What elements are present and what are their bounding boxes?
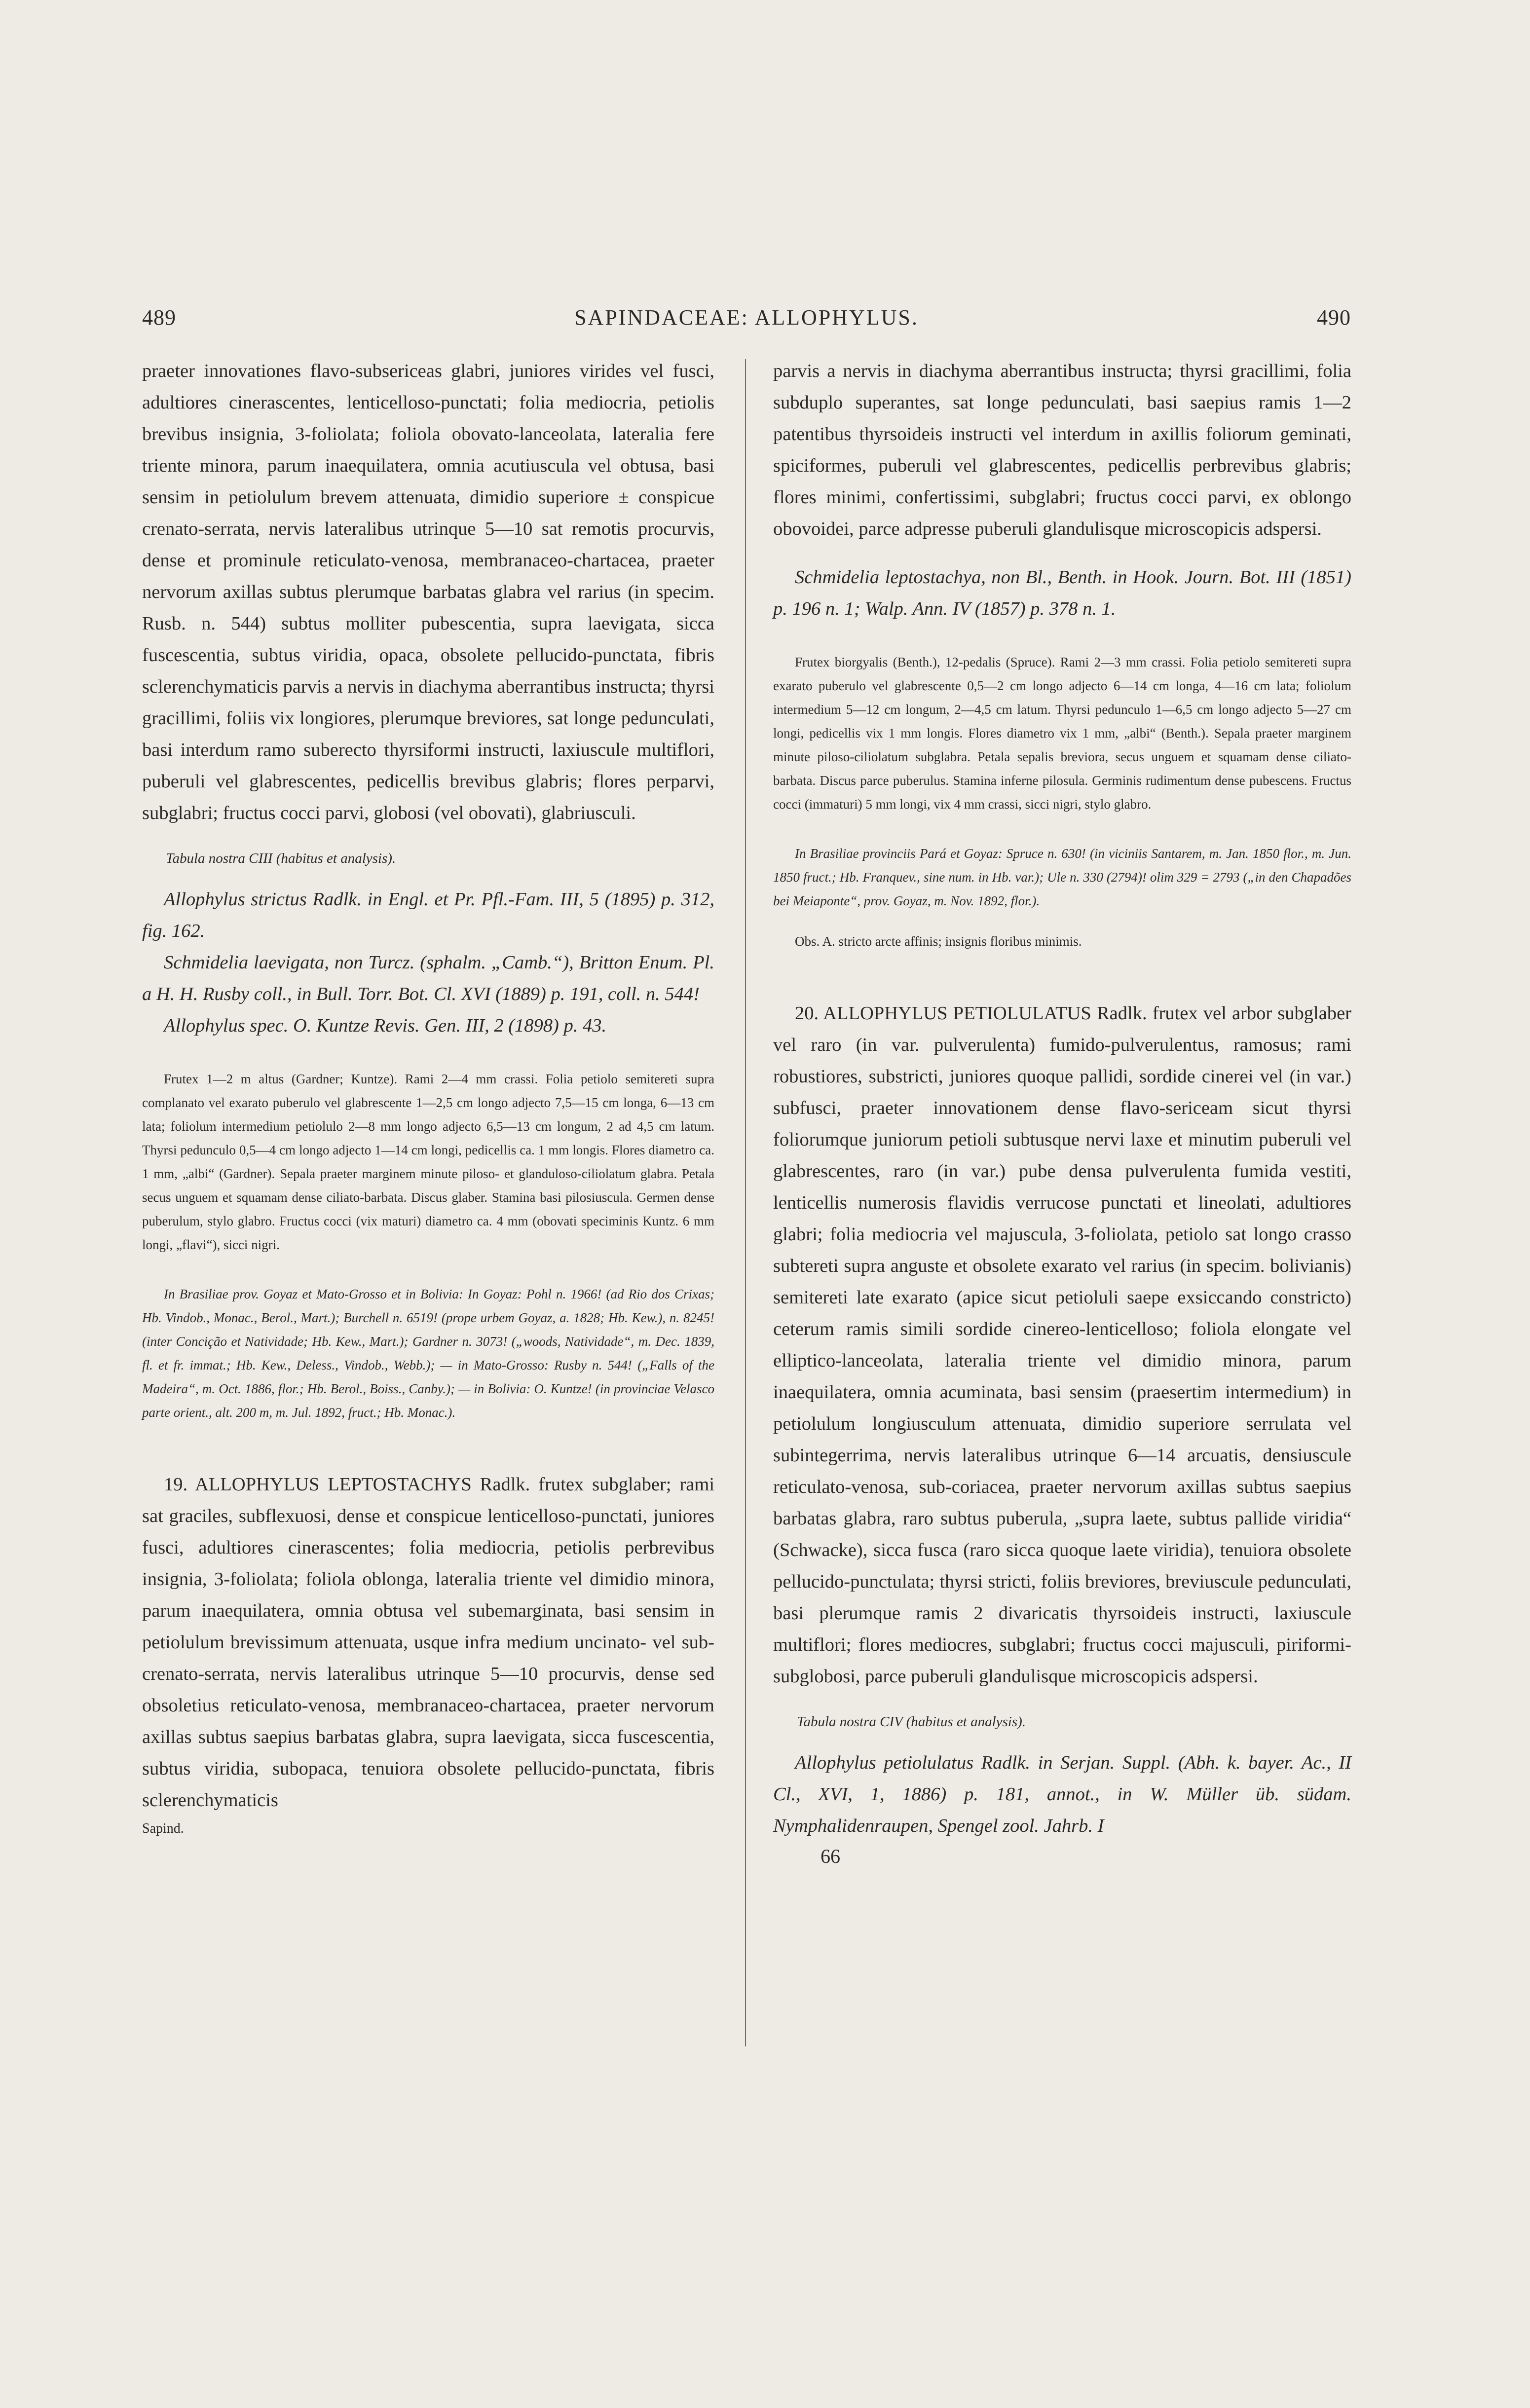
synonym-citation: Allophylus spec. O. Kuntze Revis. Gen. III, 2 (1898) p. 43. [164,1015,607,1036]
synonym-citation: Allophylus strictus Radlk. in Engl. et Pr. Pfl.-Fam. III, 5 (1895) p. 312, fig. 162. [142,889,714,941]
species-heading [142,1469,714,1816]
measurements-description: Frutex 1—2 m altus (Gardner; Kuntze). Rami 2—4 mm crassi. Folia petiolo semitereti supra complanato vel exarato puberulo vel glabrescente 1—2,5 cm longo adjecto 7,5—15 cm longa, 6—13 cm lata; foliolum intermedium petiolulo 2—8 mm longo adjecto 6,5—13 cm longum, 2 ad 4,5 cm latum. Thyrsi pedunculo 0,5—4 cm longo adjecto 1—14 cm longi, pedicellis ca. 1 mm longis. Flores diametro ca. 1 mm, „albi“ (Gardner). Sepala praeter marginem minute piloso- et glanduloso-ciliolatum glabra. Petala secus unguem et squamam dense ciliato-barbata. Discus glaber. Stamina basi pilosiuscula. Germen dense puberulum, stylo glabro. Fructus cocci (vix maturi) diametro ca. 4 mm (obovati speciminis Kuntz. 6 mm longi, „flavi“), sicci nigri. [142,1072,714,1252]
measurements-description: Frutex biorgyalis (Benth.), 12-pedalis (Spruce). Rami 2—3 mm crassi. Folia petiolo semitereti supra exarato puberulo vel glabrescente 0,5—2 cm longo adjecto 6—14 cm longa, 4—16 cm lata; foliolum intermedium 5—12 cm longum, 2—4,5 cm latum. Thyrsi pedunculo 1—6,5 cm longo adjecto 5—27 cm longi, pedicellis vix 1 mm longis. Flores diametro vix 1 mm, „albi“ (Benth.). Sepala praeter marginem minute piloso-ciliolatum subglabra. Petala sepalis breviora, secus unguem et squamam dense ciliato-barbata. Discus parce puberulus. Stamina inferne pilosula. Germinis rudimentum dense pubescens. Fructus cocci (immaturi) 5 mm longi, vix 4 mm crassi, sicci nigri, stylo glabro. [773,655,1351,812]
species-description: frutex vel arbor subglaber vel raro (in var. pulverulenta) fumido-pulverulentus, ramosus; rami robustiores, substricti, juniores quoque pallidi, sordide cinerei vel (in var.) subfusci, praeter innovationem dense flavo-sericeam sicut thyrsi foliorumque juniorum petioli subtusque nervi laxe et minutim puberuli vel glabrescentes, raro (in var.) pube densa pulverulenta fumida vestiti, lenticellis numerosis flavidis verrucose punctati et lineolati, adultiores glabri; folia mediocria vel majuscula, 3-foliolata, petiolo sat longo crasso subtereti supra anguste et obsolete exarato vel rarius (in specim. bolivianis) semitereti late exarato (apice sicut petioluli saepe exsiccando constricto) ceterum ramis simili sordide cinereo-lenticelloso; foliola elongate vel elliptico-lanceolata, lateralia triente vel dimidio minora, parum inaequilatera, omnia acuminata, basi sensim (praesertim intermedium) in petiolulum longiusculum attenuata, dimidio superiore serrulata vel subintegerrima, nervis lateralibus utrinque 6—14 arcuatis, densiuscule reticulato-venosa, sub-coriacea, praeter nervorum axillas subtus saepius barbatas glabra, raro subtus puberula, „supra laete, subtus pallide viridia“ (Schwacke), sicca fusca (raro sicca quoque laete viridia), tenuiora obsolete pellucido-punctulata; thyrsi stricti, foliis breviores, breviuscule pedunculati, basi plerumque ramis 2 divaricatis thyrsoideis instructi, laxiuscule multiflori; flores mediocres, subglabri; fructus cocci majusculi, piriformi-subglobosi, parce puberuli glandulisque microscopicis adspersi. [773,1003,1351,1687]
left-column [142,355,714,1837]
species-heading [773,998,1351,1692]
right-column [773,355,1351,1868]
signature-mark: Sapind. [142,1821,184,1836]
description-continuation: praeter innovationes flavo-subsericeas glabri, juniores virides vel fusci, adultiores cinerascentes, lenticelloso-punctati; folia mediocria, petiolis brevibus insignia, 3-foliolata; foliola obovato-lanceolata, lateralia fere triente minora, parum inaequilatera, omnia acutiuscula vel obtusa, basi sensim in petiolulum brevem attenuata, dimidio superiore ± conspicue crenato-serrata, nervis lateralibus utrinque 5—10 sat remotis procurvis, dense et prominule reticulato-venosa, membranaceo-chartacea, praeter nervorum axillas subtus plerumque barbatas glabra vel rarius (in specim. Rusb. n. 544) subtus molliter pubescentia, supra laevigata, sicca fuscescentia, subtus viridia, opaca, obsolete pellucido-punctata, fibris sclerenchymaticis parvis a nervis in diachyma aberrantibus instructa; thyrsi gracillimi, foliis vix longiores, plerumque breviores, sat longe pedunculati, basi interdum ramo suberecto thyrsiformi instructi, laxiuscule multiflori, puberuli vel glabrescentes, pedicellis brevibus glabris; flores perparvi, subglabri; fructus cocci parvi, globosi (vel obovati), glabriusculi. [142,361,714,823]
description-continuation: parvis a nervis in diachyma aberrantibus instructa; thyrsi gracillimi, folia subduplo superantes, sat longe pedunculati, basi saepius ramis 1—2 patentibus thyrsoideis instructi vel interdum in axillis foliorum geminati, spiciformes, puberuli vel glabrescentes, pedicellis perbrevibus glabris; flores minimi, confertissimi, subglabri; fructus cocci parvi, ex oblongo obovoidei, parce adpresse puberuli glandulisque microscopicis adspersi. [773,361,1351,539]
locality-list: In Brasiliae prov. Goyaz et Mato-Grosso et in Bolivia: In Goyaz: Pohl n. 1966! (ad Rio dos Crixas; Hb. Vindob., Monac., Berol., Mart.); Burchell n. 6519! (prope urbem Goyaz, a. 1828; Hb. Kew.), n. 8245! (inter Concição et Natividade; Hb. Kew., Mart.); Gardner n. 3073! („woods, Natividade“, m. Dec. 1839, fl. et fr. immat.; Hb. Kew., Deless., Vindob., Webb.); — in Mato-Grosso: Rusby n. 544! („Falls of the Madeira“, m. Oct. 1886, flor.; Hb. Berol., Boiss., Canby.); — in Bolivia: O. Kuntze! (in provinciae Velasco parte orient., alt. 200 m, m. Jul. 1892, fruct.; Hb. Monac.). [142,1287,714,1420]
sheet-number: 66 [821,1845,840,1867]
plate-reference: Tabula nostra CIII (habitus et analysis). [166,851,396,866]
running-header [142,305,1351,339]
synonym-citation: Schmidelia laevigata, non Turcz. (sphalm. „Camb.“), Britton Enum. Pl. a H. H. Rusby coll., in Bull. Torr. Bot. Cl. XVI (1889) p. 191, coll. n. 544! [142,952,714,1004]
page-number-right: 490 [1317,305,1351,330]
observation-note: Obs. A. stricto arcte affinis; insignis floribus minimis. [795,934,1082,949]
species-description: frutex subglaber; rami sat graciles, subflexuosi, dense et conspicue lenticelloso-punctati, juniores fusci, adultiores cinerascentes; folia mediocria, petiolis perbrevibus insignia, 3-foliolata; foliola oblonga, lateralia triente vel dimidio minora, parum inaequilatera, omnia obtusa vel subemarginata, basi sensim in petiolulum brevissimum attenuata, usque infra medium uncinato- vel sub-crenato-serrata, nervis lateralibus utrinque 5—10 procurvis, dense sed obsoletius reticulato-venosa, membranaceo-chartacea, praeter nervorum axillas subtus saepius barbatas glabra, supra laevigata, sicca fuscescentia, subtus viridia, subopaca, tenuiora obsolete pellucido-punctata, fibris sclerenchymaticis [142,1474,715,1811]
synonym-citation: Allophylus petiolulatus Radlk. in Serjan. Suppl. (Abh. k. bayer. Ac., II Cl., XVI, 1, 1886) p. 181, annot., in W. Müller üb. südam. Nymphalidenraupen, Spengel zool. Jahrb. I [773,1752,1351,1836]
synonym-citation: Schmidelia leptostachya, non Bl., Benth. in Hook. Journ. Bot. III (1851) p. 196 n. 1; Walp. Ann. IV (1857) p. 378 n. 1. [773,567,1351,619]
species-name: 19. ALLOPHYLUS LEPTOSTACHYS Radlk. [164,1474,530,1495]
species-name: 20. ALLOPHYLUS PETIOLULATUS Radlk. [795,1003,1147,1024]
page-number-left: 489 [142,305,176,330]
running-title: SAPINDACEAE: ALLOPHYLUS. [574,305,919,330]
plate-reference: Tabula nostra CIV (habitus et analysis). [797,1714,1026,1730]
column-divider [745,359,746,2046]
locality-list: In Brasiliae provinciis Pará et Goyaz: Spruce n. 630! (in viciniis Santarem, m. Jan. 1850 flor., m. Jun. 1850 fruct.; Hb. Franquev., sine num. in Hb. var.); Ule n. 330 (2794)! olim 329 = 2793 („in den Chapadões bei Meiaponte“, prov. Goyaz, m. Nov. 1892, flor.). [773,846,1351,908]
